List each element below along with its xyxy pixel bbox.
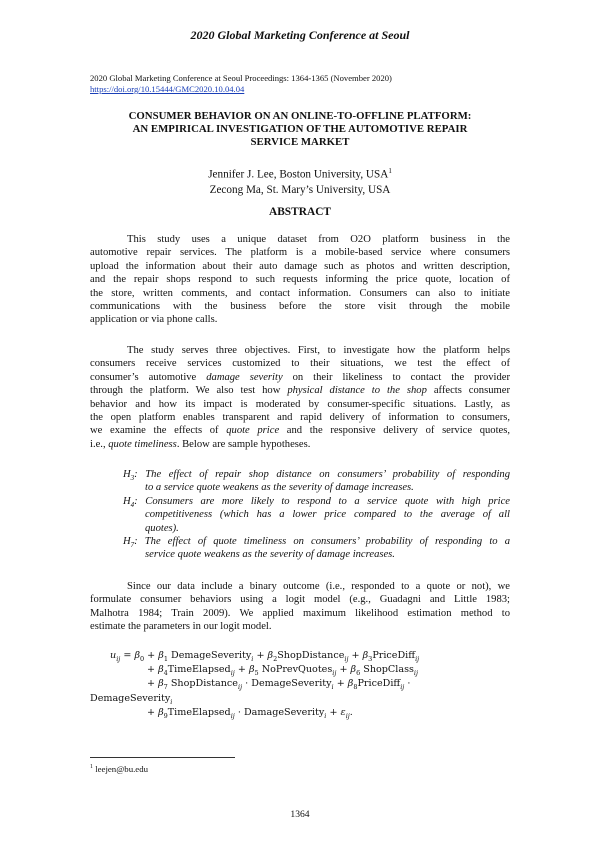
equation-line: + $\beta_7$ ShopDistance$_{ij}$ · DemageSeverity$_i$ + $\beta_8PriceDiff_{ij}$ · [147,678,411,692]
footnote-mark: 1 [388,167,392,175]
text-line: i.e., quote timeliness. Below are sample hypotheses. [90,438,311,450]
text-line: quotes). [145,522,179,534]
doi-link[interactable]: https://doi.org/10.15444/GMC2020.10.04.04 [90,84,245,94]
text-line: competitiveness (which has a lower price compared to the average of all [145,509,510,521]
text-line: the open platform enables transparent and rapid delivery of information to consumers, [90,411,510,423]
author-name: Jennifer J. Lee, Boston University, USA [208,168,389,181]
abstract-paragraph-3 [90,580,510,634]
author-name: Zecong Ma, St. Mary’s University, USA [209,183,391,196]
footnote-mark: 1 [90,764,93,771]
author-line [90,183,510,198]
text-line: automotive repair services. The platform is a mobile-based service where consumers [90,247,510,259]
equation-line: + $\beta_9TimeElapsed_{ij}$ · DamageSeverity$_i$ + $\varepsilon_{ij}$. [147,706,353,720]
text-line: upload the information about their auto damage such as photos and written description, [90,260,510,272]
abstract-heading: ABSTRACT [268,206,332,218]
text-line: and the repair shops respond to such requests informing the price quote, location of [90,274,510,286]
text-line: This study uses a unique dataset from O2O platform business in the [127,234,510,245]
emphasis: damage severity [206,371,283,383]
text-line: The study serves three objectives. First, to investigate how the platform helps [127,345,510,356]
emphasis: quote price [226,425,280,437]
running-header: 2020 Global Marketing Conference at Seoul [190,28,410,42]
text-line: consumer’s automotive damage severity on their likeliness to contact the provider [90,371,510,383]
text-line: service quote weakens as the severity of damage increases. [145,549,395,561]
text-line: application or via phone calls. [90,314,218,326]
hypothesis-h4: $H_4$: Consumers are more likely to respond to a service quote with high price [123,495,510,509]
text-line: the store, written comments, and contact information. Consumers can also to initiate [90,287,510,299]
text-line: to a service quote weakens as the severity of damage increases. [145,482,414,494]
page-number: 1364 [290,809,310,820]
abstract-paragraph-1 [90,233,510,327]
logit-equation [90,649,520,720]
abstract-paragraph-2 [90,344,510,451]
title-line: SERVICE MARKET [250,136,350,148]
text-line: consumers receive services customized to their situations, we test the effect of [90,358,510,370]
text-line: through the platform. We also test how physical distance to the shop affects consumer [90,385,510,397]
hypothesis-h3: $H_3$: The effect of repair shop distance on consumers’ probability of responding [123,469,510,483]
hypothesis-h7: $H_7$: The effect of quote timeliness on consumers’ probability of responding to a [123,535,510,550]
hypotheses-list [123,468,510,562]
author-list [90,164,510,198]
text-line: Malhotra 1984; Train 2009). We applied maximum likelihood estimation method to [90,607,510,619]
proceedings-line: 2020 Global Marketing Conference at Seoul Proceedings: 1364-1365 (November 2020) [90,73,392,83]
equation-line: DemageSeverity$_i$ [90,692,173,706]
footnote-divider [90,757,235,758]
emphasis: quote timeliness [108,438,177,450]
text-line: formulate consumer behaviors using a logit model (e.g., Guadagni and Little 1983; [90,594,510,606]
text-line: behavior and how its impact is moderated by consumer-specific situations. Lastly, as [90,398,510,410]
text-line: estimate the parameters in our logit model. [90,621,272,633]
author-line [90,164,510,183]
text-line: communications with the business before the store visit through the mobile [90,300,510,312]
text-line: Since our data include a binary outcome (i.e., responded to a quote or not), we [127,581,510,592]
equation-line: + $\beta_4TimeElapsed_{ij} + \beta_5$ NoPrevQuotes$_{ij}$ + $\beta_6$ ShopClass$_{ij}$ [147,664,419,678]
emphasis: physical distance to the shop [287,385,427,397]
footnote-email[interactable]: leejen@bu.edu [95,764,149,774]
text-line: we examine the effects of quote price and the responsive delivery of service quotes, [90,425,511,437]
equation-line: $u_{ij} = \beta_0 + \beta_1$ DemageSeverity$_i$ + $\beta_2ShopDistance_{ij}$ + $\beta_3PriceDiff_{ij}$ [110,650,420,663]
paper-title [90,110,510,149]
footnote [90,764,148,774]
title-line: AN EMPIRICAL INVESTIGATION OF THE AUTOMOTIVE REPAIR [132,123,468,135]
title-line: CONSUMER BEHAVIOR ON AN ONLINE-TO-OFFLINE PLATFORM: [128,110,472,122]
